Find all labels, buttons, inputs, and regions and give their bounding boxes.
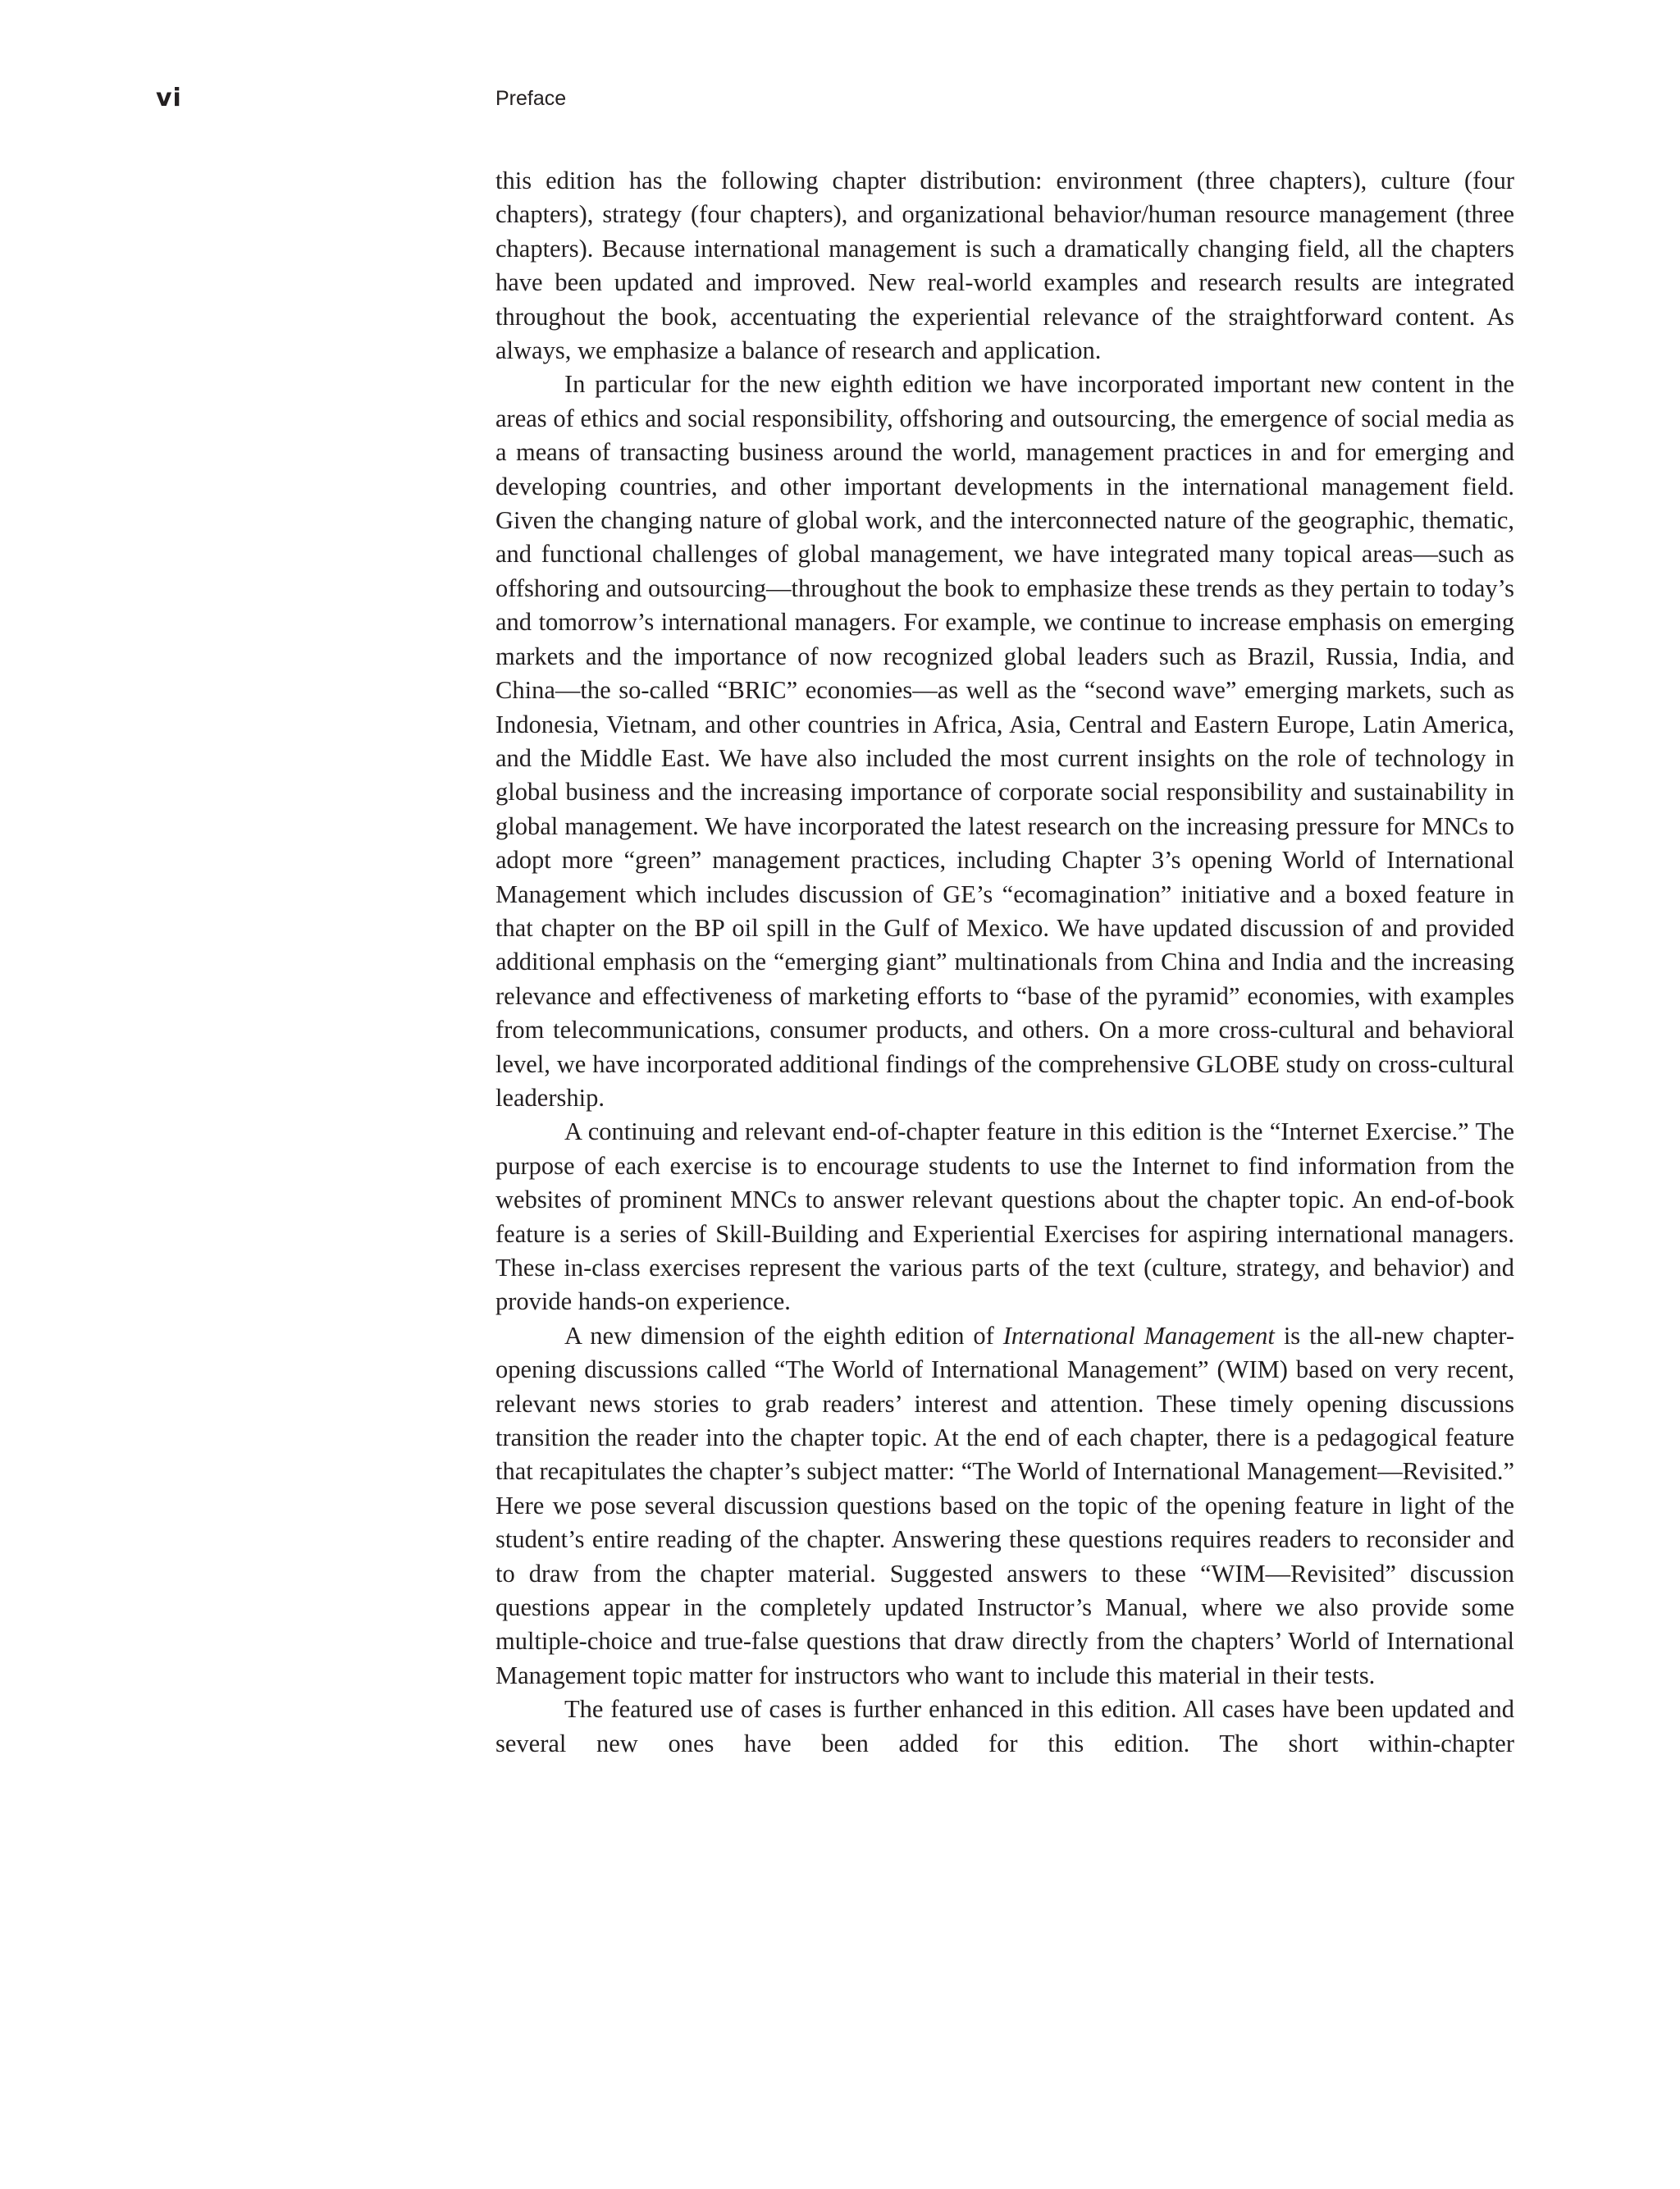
paragraph-internet-exercise: A continuing and relevant end-of-chapter feature in this edition is the “Internet Exercise.” The purpose of each exercise is to encourage students to use the Internet to find information from the websites of prominent MNCs to answer relevant questions about the chapter topic. An end-of-book feature is a series of Skill-Building and Experiential Exercises for aspiring international managers. These in-class exercises represent the various parts of the text (culture, strategy, and behavior) and provide hands-on experience. (495, 1117, 1514, 1316)
book-title: International Management (1002, 1321, 1275, 1350)
paragraph-chapter-distribution: this edition has the following chapter distribution: environment (three chapters), culture (four chapters), strategy (four chapters), and organizational behavior/human resource management (three chapters). Because international management is such a dramatically changing field, all the chapters have been updated and improved. New real-world examples and research results are integrated throughout the book, accentuating the experiential relevance of the straightforward content. As always, we emphasize a balance of research and application. (495, 167, 1514, 365)
paragraph-new-content: In particular for the new eighth edition we have incorporated important new content in the areas of ethics and social responsibility, offshoring and outsourcing, the emergence of social media as a means of transacting business around the world, management practices in and for emerging and developing countries, and other important developments in the international management field. Given the changing nature of global work, and the interconnected nature of the geographic, thematic, and functional challenges of global management, we have integrated many topical areas—such as offshoring and outsourcing—throughout the book to emphasize these trends as they pertain to today’s and tomorrow’s international managers. For example, we continue to increase emphasis on emerging markets and the importance of now recognized global leaders such as Brazil, Russia, India, and China—the so-called “BRIC” economies—as well as the “second wave” emerging markets, such as Indonesia, Vietnam, and other countries in Africa, Asia, Central and Eastern Europe, Latin America, and the Middle East. We have also included the most current insights on the role of technology in global business and the increasing importance of corporate social responsibility and sustainability in global management. We have incorporated the latest research on the increasing pressure for MNCs to adopt more “green” management practices, including Chapter 3’s opening World of International Management which includes discussion of GE’s “ecomagination” initiative and a boxed feature in that chapter on the BP oil spill in the Gulf of Mexico. We have updated discussion of and provided additional emphasis on the “emerging giant” multinationals from China and India and the increasing relevance and effectiveness of marketing efforts to “base of the pyramid” economies, with examples from telecommunications, consumer products, and others. On a more cross-cultural and behavioral level, we have incorporated additional findings of the comprehensive GLOBE study on cross-cultural leadership. (495, 370, 1514, 1112)
running-head: Preface (495, 87, 567, 110)
paragraph-wim (495, 1319, 1514, 1693)
paragraph-cases: The featured use of cases is further enhanced in this edition. All cases have been updated and several new ones have been added for this edition. The short within-chapter (495, 1695, 1514, 1757)
wim-text-start: A new dimension of the eighth edition of (564, 1321, 1003, 1350)
wim-text-rest: is the all-new chapter-opening discussions called “The World of International Management” (WIM) based on very recent, relevant news stories to grab readers’ interest and attention. These timely opening discussions transition the reader into the chapter topic. At the end of each chapter, there is a pedagogical feature that recapitulates the chapter’s subject matter: “The World of International Management—Revisited.” Here we pose several discussion questions based on the topic of the opening feature in light of the student’s entire reading of the chapter. Answering these questions requires readers to reconsider and to draw from the chapter material. Suggested answers to these “WIM—Revisited” discussion questions appear in the completely updated Instructor’s Manual, where we also provide some multiple-choice and true-false questions that draw directly from the chapters’ World of International Management topic matter for instructors who want to include this material in their tests. (495, 1321, 1514, 1689)
page-folio: vi (156, 84, 182, 112)
body-text (495, 164, 1514, 1761)
